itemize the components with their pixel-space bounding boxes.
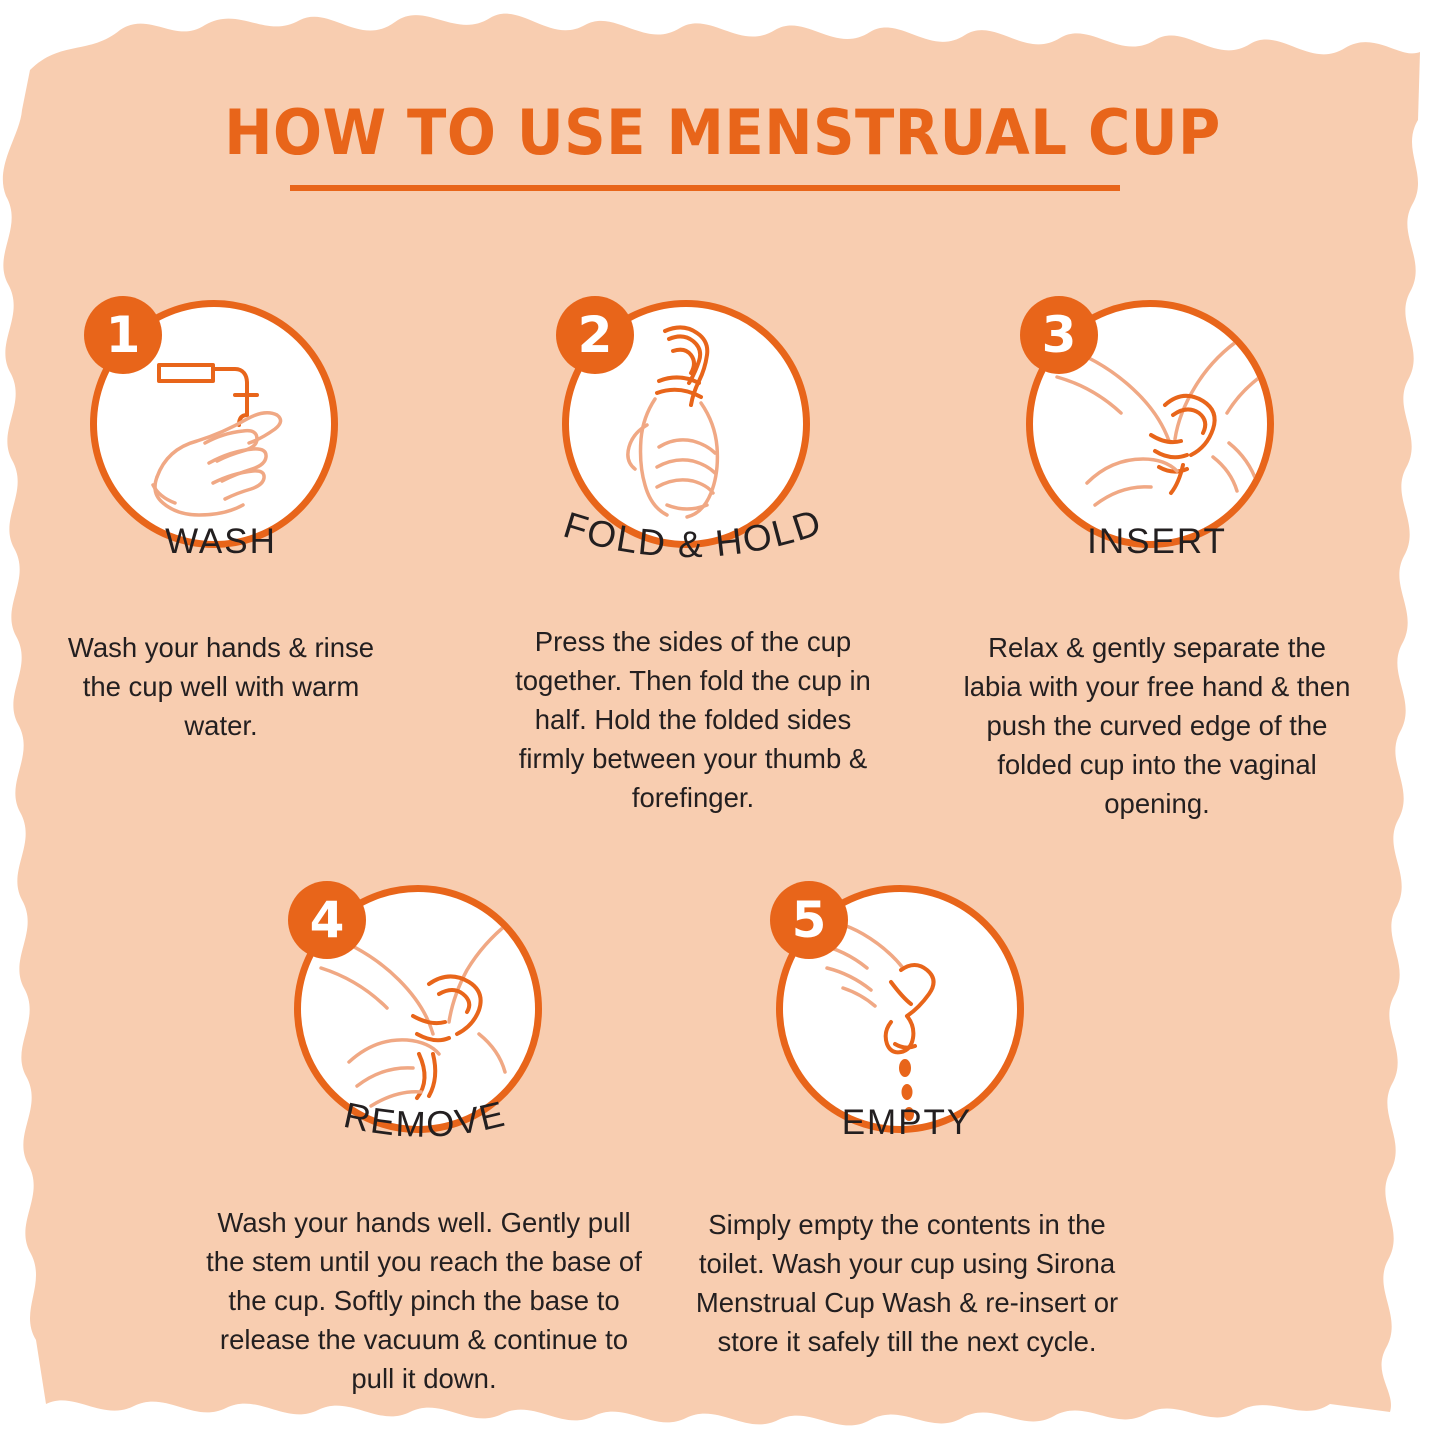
step-2-number: 2 <box>556 296 634 374</box>
step-1-description: Wash your hands & rinse the cup well with warm water. <box>67 632 375 741</box>
step-3-label: INSERT <box>1087 522 1227 561</box>
step-3 <box>962 300 1352 823</box>
step-4-illustration <box>294 885 556 1147</box>
step-2-label <box>559 508 828 587</box>
step-1-label: WASH <box>165 522 277 561</box>
step-1-illustration <box>90 300 352 562</box>
step-1 <box>26 300 416 745</box>
step-4 <box>206 885 642 1398</box>
step-4-description: Wash your hands well. Gently pull the stem until you reach the base of the cup. Softly pinch the base to release the vacuum & continue to pull it down. <box>206 1207 642 1394</box>
step-4-number: 4 <box>288 881 366 959</box>
step-5 <box>695 885 1119 1361</box>
step-1-number: 1 <box>84 296 162 374</box>
step-2-description: Press the sides of the cup together. Then fold the cup in half. Hold the folded sides firmly between your thumb & forefinger. <box>515 626 871 813</box>
step-3-number: 3 <box>1020 296 1098 374</box>
step-2-illustration <box>559 300 828 566</box>
svg-text:REMOVE: REMOVE <box>340 1095 510 1145</box>
title-underline <box>290 185 1120 191</box>
step-5-number: 5 <box>770 881 848 959</box>
step-5-label: EMPTY <box>841 1103 973 1142</box>
step-5-illustration <box>776 885 1038 1147</box>
step-4-label <box>294 1095 556 1174</box>
step-5-description: Simply empty the contents in the toilet. Wash your cup using Sirona Menstrual Cup Wash & re-insert or store it safely till the next cycle. <box>695 1209 1119 1357</box>
step-3-illustration <box>1026 300 1288 562</box>
step-3-description: Relax & gently separate the labia with your free hand & then push the curved edge of the folded cup into the vaginal opening. <box>963 632 1351 819</box>
page-title: HOW TO USE MENSTRUAL CUP <box>224 96 1221 169</box>
svg-text:FOLD & HOLD: FOLD & HOLD <box>559 508 828 566</box>
step-2 <box>498 300 888 817</box>
